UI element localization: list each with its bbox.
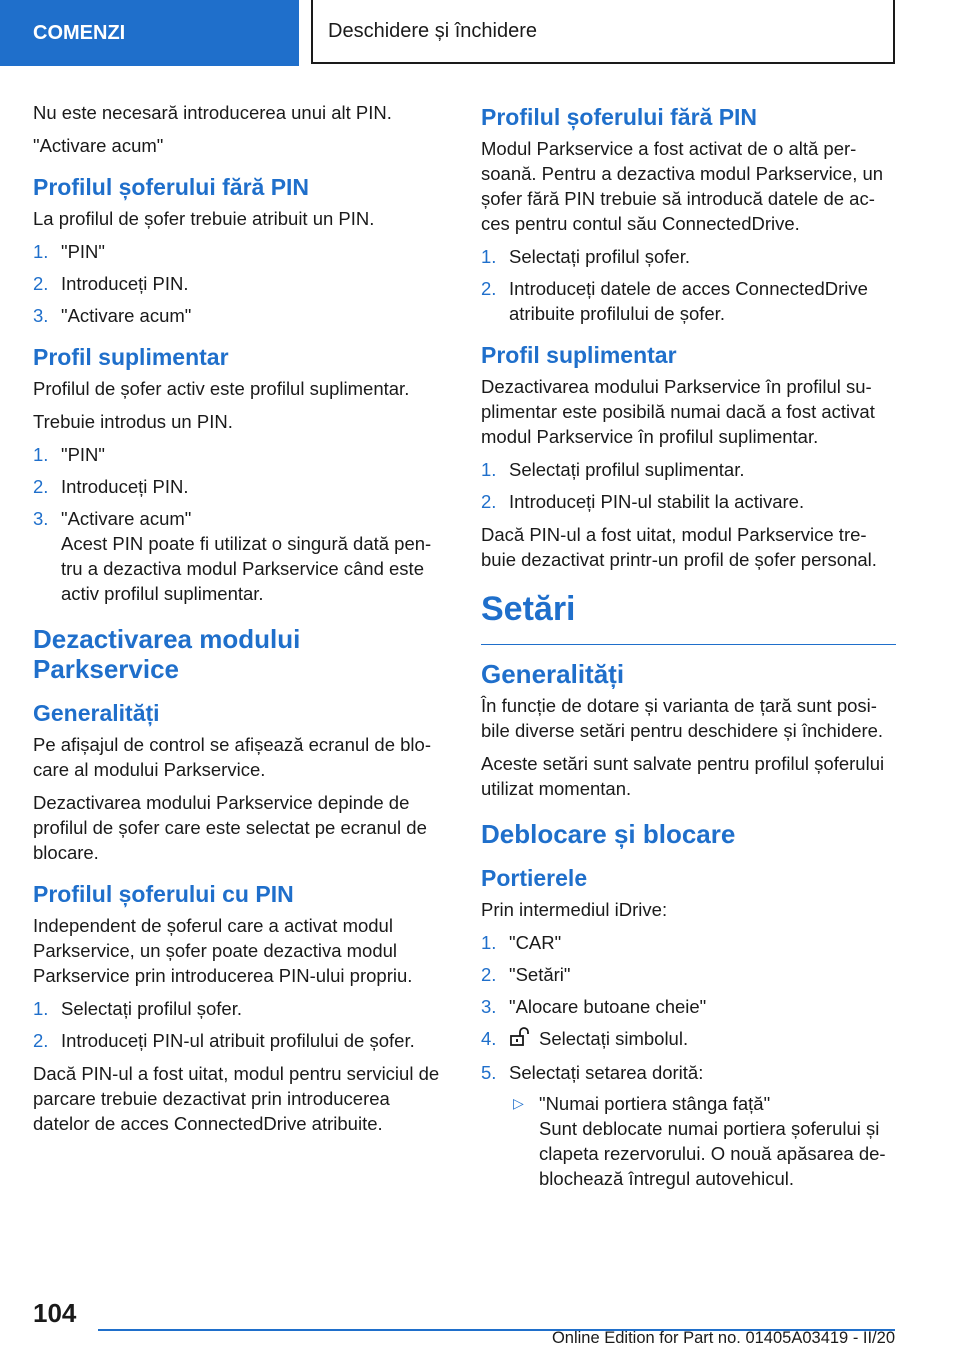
paragraph: Dacă PIN-ul a fost uitat, modul pentru serviciul de parcare trebuie dezactivat prin introducerea datelor de acces ConnectedDrive atribuite. [33,1063,440,1134]
step-number: 3. [33,508,49,529]
list-item [481,962,896,987]
steps-list [33,239,448,328]
step-number: 4. [481,1028,497,1049]
step-number: 3. [33,305,49,326]
step-number: 2. [33,476,49,497]
page-footer [0,1295,960,1362]
list-item [33,996,448,1021]
paragraph: La profilul de șofer trebuie atribuit un PIN. [33,208,375,229]
list-item [33,239,448,264]
step-number: 1. [33,241,49,262]
step-text: "PIN" [61,444,105,465]
paragraph: Dezactivarea modului Parkservice depinde de profilul de șofer care este selectat pe ecranul de blocare. [33,792,427,863]
list-item [509,1091,896,1191]
edition-text: Online Edition for Part no. 01405A03419 - II/20 [551,1329,895,1347]
page-header [0,0,960,66]
step-text: Selectați simbolul. [539,1028,689,1049]
paragraph: Dacă PIN-ul a fost uitat, modul Parkservice tre-buie dezactivat printr-un profil de șofer personal. [481,524,877,570]
step-text: "Activare acum" [61,305,192,326]
step-number: 2. [33,273,49,294]
list-item [481,1026,896,1053]
steps-list [481,930,896,1191]
paragraph: Trebuie introdus un PIN. [33,411,233,432]
heading-generalitati: Generalități [33,700,160,726]
step-text: "Setări" [509,964,571,985]
step-text: Selectați profilul șofer. [509,246,690,267]
paragraph: Modul Parkservice a fost activat de o altă per-soană. Pentru a dezactiva modul Parkservice, un șofer fără PIN trebuie să introducă datele de ac-ces pentru contul său ConnectedDrive. [481,138,884,234]
step-number: 1. [481,459,497,480]
step-number: 2. [481,964,497,985]
list-item [481,457,896,482]
list-item [33,303,448,328]
option-note: Sunt deblocate numai portiera șoferului și clapeta rezervorului. O nouă apăsarea de-blochează întregul autovehicul. [539,1118,886,1190]
paragraph: Profilul de șofer activ este profilul suplimentar. [33,378,410,399]
list-item [481,994,896,1019]
list-item [33,506,448,606]
left-column [33,100,448,1144]
paragraph: Prin intermediul iDrive: [481,899,668,920]
list-item [481,276,896,326]
heading-driver-no-pin: Profilul șoferului fără PIN [481,104,758,130]
step-number: 1. [481,246,497,267]
step-number: 1. [481,932,497,953]
step-text: Introduceți datele de acces ConnectedDrive atribuite profilului de șofer. [509,278,868,324]
right-column [481,100,896,1199]
step-text: "Activare acum" [61,508,192,529]
step-number: 2. [481,278,497,299]
list-item [33,1028,448,1053]
list-item [481,489,896,514]
list-item [33,271,448,296]
step-number: 2. [481,491,497,512]
unlock-icon [509,1027,531,1053]
paragraph: Dezactivarea modului Parkservice în profilul su-plimentar este posibilă numai dacă a fost activat modul Parkservice în profilul suplimentar. [481,376,875,447]
list-item [481,1060,896,1191]
paragraph: Pe afișajul de control se afișează ecranul de blo-care al modului Parkservice. [33,734,431,780]
step-number: 3. [481,996,497,1017]
heading-profil-suplimentar: Profil suplimentar [33,344,229,370]
step-text: Selectați setarea dorită: [509,1062,704,1084]
step-text: Introduceți PIN. [61,476,189,497]
steps-list [33,442,448,606]
triangle-bullet-icon: ▷ [513,1095,524,1112]
heading-deblocare: Deblocare și blocare [481,819,736,849]
list-item [481,930,896,955]
step-number: 1. [33,444,49,465]
steps-list [481,244,896,326]
heading-portierele: Portierele [481,865,588,891]
step-number: 2. [33,1030,49,1051]
step-number: 1. [33,998,49,1019]
step-text: Selectați profilul șofer. [61,998,242,1019]
step-number: 5. [481,1062,497,1084]
paragraph: Nu este necesară introducerea unui alt PIN. [33,102,392,123]
paragraph: În funcție de dotare și varianta de țară sunt posi-bile diverse setări pentru deschidere și închidere. [481,695,884,741]
chapter-title: Deschidere și închidere [311,0,895,64]
step-text: "PIN" [61,241,105,262]
steps-list [33,996,448,1053]
heading-driver-no-pin: Profilul șoferului fără PIN [33,174,310,200]
heading-setari: Setări [481,588,896,645]
step-text: Selectați profilul suplimentar. [509,459,745,480]
page-number: 104 [33,1298,77,1328]
list-item [481,244,896,269]
step-text: Introduceți PIN. [61,273,189,294]
steps-list [481,457,896,514]
paragraph: "Activare acum" [33,135,164,156]
heading-dezactivare: Dezactivarea modului Parkservice [33,624,301,684]
section-tab: COMENZI [0,0,299,66]
step-text: Introduceți PIN-ul stabilit la activare. [509,491,805,512]
paragraph: Independent de șoferul care a activat modul Parkservice, un șofer poate dezactiva modul Parkservice prin introducerea PIN-ului propriu. [33,915,413,986]
list-item [33,474,448,499]
step-note: Acest PIN poate fi utilizat o singură dată pen-tru a dezactiva modul Parkservice când este activ profilul suplimentar. [61,533,432,604]
step-text: Introduceți PIN-ul atribuit profilului de șofer. [61,1030,415,1051]
heading-driver-pin: Profilul șoferului cu PIN [33,881,294,907]
option-list [509,1091,896,1191]
paragraph: Aceste setări sunt salvate pentru profilul șoferului utilizat momentan. [481,753,885,799]
step-text: "CAR" [509,932,562,953]
list-item [33,442,448,467]
heading-generalitati: Generalități [481,659,625,689]
heading-profil-suplimentar: Profil suplimentar [481,342,677,368]
option-text: "Numai portiera stânga față" [539,1093,771,1115]
step-text: "Alocare butoane cheie" [509,996,707,1017]
